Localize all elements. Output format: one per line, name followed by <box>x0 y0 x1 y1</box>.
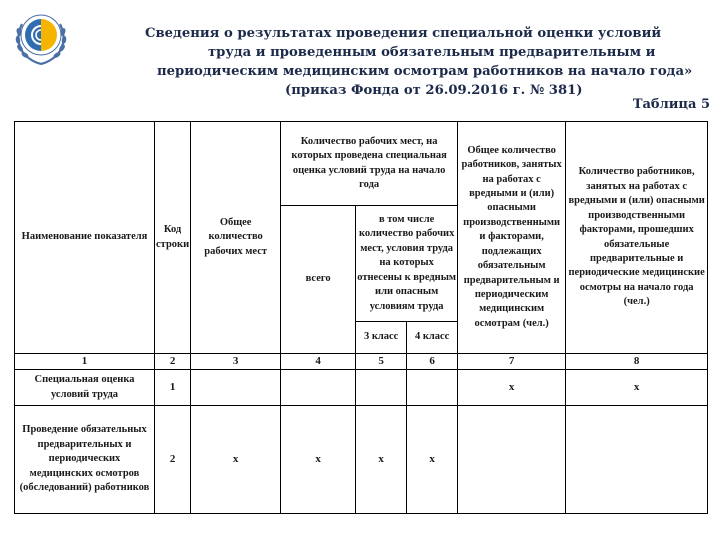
header-workers-examined: Количество работников, занятых на работах с вредными и (или) опасными производственными факторами, прошедших обязательные предварительные и периодические медицинские осмотры на начало года (чел.) <box>566 122 708 354</box>
table-cell <box>356 370 407 406</box>
row-code: 1 <box>155 370 191 406</box>
table-cell <box>458 406 566 514</box>
header-class-3: 3 класс <box>356 322 407 354</box>
row-name: Специальная оценка условий труда <box>15 370 155 406</box>
header-harmful-workplaces: в том числе количество рабочих мест, условия труда на которых отнесены к вредным или опасным условиям труда <box>356 206 458 322</box>
column-number: 3 <box>191 354 281 370</box>
header-assessed-total: всего <box>281 206 356 354</box>
header-assessed-workplaces: Количество рабочих мест, на которых проведена специальная оценка условий труда на начало года <box>281 122 458 206</box>
table-cell: x <box>281 406 356 514</box>
fss-emblem-icon <box>8 4 74 70</box>
header-row-code: Код строки <box>155 122 191 354</box>
title-line-2: труда и проведенным обязательным предварительным и <box>208 45 656 60</box>
column-number: 7 <box>458 354 566 370</box>
table-cell <box>191 370 281 406</box>
table-cell: x <box>191 406 281 514</box>
header-total-workplaces: Общее количество рабочих мест <box>191 122 281 354</box>
column-number: 6 <box>407 354 458 370</box>
header-indicator-name: Наименование показателя <box>15 122 155 354</box>
column-number: 4 <box>281 354 356 370</box>
row-name: Проведение обязательных предварительных и периодических медицинских осмотров (обследований) работников <box>15 406 155 514</box>
title-line-3: периодическим медицинским осмотрам работников на начало года» <box>157 64 693 79</box>
title-line-4: (приказ Фонда от 26.09.2016 г. № 381) <box>285 83 583 98</box>
table-cell: x <box>407 406 458 514</box>
column-number-row <box>15 354 708 370</box>
table-cell <box>281 370 356 406</box>
table-cell: x <box>566 370 708 406</box>
header-class-4: 4 класс <box>407 322 458 354</box>
row-code: 2 <box>155 406 191 514</box>
table-cell: x <box>458 370 566 406</box>
table-label: Таблица 5 <box>632 97 710 112</box>
column-number: 1 <box>15 354 155 370</box>
column-number: 5 <box>356 354 407 370</box>
table-row <box>15 370 708 406</box>
table-cell <box>566 406 708 514</box>
column-number: 8 <box>566 354 708 370</box>
table-cell <box>407 370 458 406</box>
table-cell: x <box>356 406 407 514</box>
table-row <box>15 406 708 514</box>
header-total-workers-exposed: Общее количество работников, занятых на работах с вредными и (или) опасными производственными и факторами, подлежащих обязательным предварительным и периодическим медицинским осмотрам (чел.) <box>458 122 566 354</box>
report-table <box>14 121 708 514</box>
column-number: 2 <box>155 354 191 370</box>
title-line-1: Сведения о результатах проведения специальной оценки условий <box>145 26 662 41</box>
